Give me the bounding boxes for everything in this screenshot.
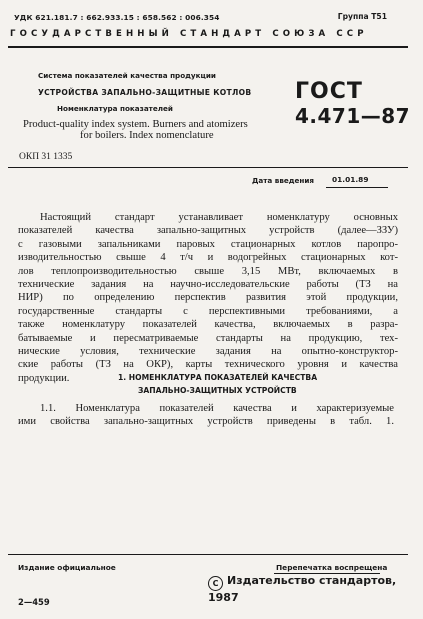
paragraph-line: лов теплопроизводительностью свыше 3,15 МВт, включаемых в (18, 265, 398, 277)
paragraph-line: нические условия, технические задания на опытно-конструктор- (18, 346, 398, 358)
copyright-text: Издательство стандартов, 1987 (208, 574, 397, 604)
intro-date-value: 01.01.89 (332, 175, 369, 184)
paragraph-line: также номенклатуру показателей качества, включаемых в разра- (18, 319, 398, 331)
udk-code: УДК 621.181.7 : 662.933.15 : 658.562 : 006.354 (14, 13, 220, 22)
reprint-prohibited-label: Перепечатка воспрещена (276, 563, 388, 572)
english-title-line2: for boilers. Index nomenclature (80, 130, 214, 141)
paragraph-line: показателей качества запально-защитных устройств (далее—ЗЗУ) (18, 225, 398, 237)
nomenclature-title-ru: Номенклатура показателей (57, 104, 173, 113)
paragraph-line: 1.1. Номенклатура показателей качества и характеризуемые (40, 403, 394, 414)
page-number: 2—459 (18, 597, 50, 607)
gost-label: ГОСТ (295, 79, 363, 104)
section-heading-line1: 1. НОМЕНКЛАТУРА ПОКАЗАТЕЛЕЙ КАЧЕСТВА (118, 373, 318, 382)
paragraph-line: ские работы (ТЗ на ОКР), карты технического уровня и качества (18, 359, 398, 371)
official-edition-label: Издание официальное (18, 563, 116, 572)
system-title-ru: Система показателей качества продукции (38, 71, 216, 80)
copyright-notice (208, 574, 423, 604)
english-title-line1: Product-quality index system. Burners and atomizers (23, 119, 248, 130)
intro-date-underline (326, 187, 388, 188)
top-rule (8, 46, 408, 48)
bottom-rule (8, 554, 408, 555)
devices-title-ru: УСТРОЙСТВА ЗАПАЛЬНО-ЗАЩИТНЫЕ КОТЛОВ (38, 88, 252, 97)
paragraph-line: технические задания на научно-исследовательские работы (ТЗ на (18, 279, 398, 291)
gost-number: 4.471—87 (295, 104, 411, 128)
section-paragraph (18, 402, 394, 429)
intro-date-label: Дата введения (252, 176, 315, 185)
paragraph-line: государственные стандарты с перспективными требованиями, а (18, 305, 398, 317)
section-heading-line2: ЗАПАЛЬНО-ЗАЩИТНЫХ УСТРОЙСТВ (138, 386, 297, 395)
copyright-icon: С (208, 576, 223, 591)
group-code: Группа Т51 (337, 12, 387, 21)
okp-rule (8, 167, 408, 168)
paragraph-line: ими свойства запально-защитных устройств приведены в табл. 1. (18, 416, 394, 428)
paragraph-line: НИР) по определению перспектив развития этой продукции, (18, 292, 398, 304)
standard-title: ГОСУДАРСТВЕННЫЙ СТАНДАРТ СОЮЗА ССР (10, 29, 368, 39)
paragraph-line: изводительностью свыше 4 т/ч и водогрейных стационарных кот- (18, 252, 398, 264)
intro-paragraph (18, 211, 398, 385)
paragraph-line: продукции. (18, 372, 70, 384)
paragraph-line: с газовыми запальниками паровых стационарных котлов паропро- (18, 238, 398, 250)
paragraph-line: Настоящий стандарт устанавливает номенклатуру основных (40, 212, 398, 223)
okp-code: ОКП 31 1335 (19, 152, 73, 162)
paragraph-line: батываемые и пересматриваемые стандарты на продукцию, тех- (18, 332, 398, 344)
